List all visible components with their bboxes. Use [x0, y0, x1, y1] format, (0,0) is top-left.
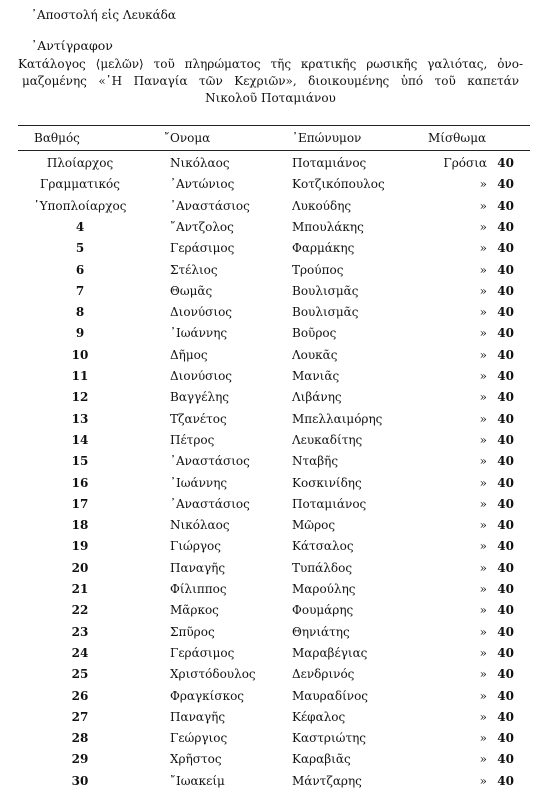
cell-amount: 40 — [497, 624, 514, 639]
cell-last-name: Νταβῆς — [292, 454, 339, 469]
cell-rank: 30 — [71, 773, 89, 788]
cell-amount: 40 — [497, 645, 514, 660]
document-heading — [18, 56, 523, 107]
cell-last-name: Κοσκινίδης — [292, 475, 362, 490]
cell-last-name: Λιβάνης — [292, 390, 342, 405]
cell-currency: » — [479, 454, 487, 469]
cell-amount: 40 — [497, 347, 514, 362]
cell-amount: 40 — [497, 283, 514, 298]
cell-last-name: Μαρούλης — [292, 582, 356, 596]
cell-rank: 17 — [71, 496, 89, 511]
cell-rank: 10 — [71, 347, 89, 362]
cell-currency: » — [479, 347, 487, 362]
cell-amount: 40 — [497, 582, 514, 596]
cell-amount: 40 — [497, 688, 514, 703]
column-header-first-name: ῎Ονομα — [164, 131, 211, 145]
cell-currency: Γρόσια — [443, 156, 487, 170]
cell-rank: 29 — [71, 752, 89, 767]
cell-currency: » — [479, 560, 487, 575]
cell-currency: » — [479, 432, 487, 447]
cell-first-name: ᾿Αντώνιος — [170, 177, 235, 192]
cell-first-name: Φραγκίσκος — [170, 688, 245, 703]
cell-amount: 40 — [497, 560, 514, 575]
cell-first-name: Γεράσιμος — [170, 241, 235, 256]
cell-rank: 11 — [71, 369, 89, 383]
cell-last-name: Ποταμιάνος — [292, 156, 367, 170]
cell-first-name: Νικόλαος — [170, 156, 230, 170]
cell-currency: » — [479, 390, 487, 405]
cell-first-name: Παναγῆς — [170, 709, 226, 724]
cell-last-name: Λυκούδης — [292, 198, 352, 213]
cell-rank: 4 — [75, 219, 85, 234]
cell-amount: 40 — [497, 241, 514, 256]
cell-currency: » — [479, 475, 487, 490]
cell-rank: 26 — [71, 688, 89, 703]
cell-rank: Γραμματικός — [40, 177, 120, 192]
cell-last-name: Τυπάλδος — [292, 560, 353, 575]
cell-rank: 28 — [71, 731, 89, 746]
cell-last-name: Τρούπος — [292, 262, 344, 277]
cell-currency: » — [479, 262, 487, 277]
cell-last-name: Λευκαδίτης — [292, 432, 363, 447]
cell-first-name: Σπῦρος — [170, 624, 215, 639]
top-note: ᾿Αποστολή εἰς Λευκάδα — [31, 8, 177, 22]
cell-rank: 15 — [71, 454, 89, 469]
cell-amount: 40 — [497, 156, 514, 170]
cell-currency: » — [479, 198, 487, 213]
cell-rank: 25 — [71, 667, 89, 682]
cell-last-name: Καραβιᾶς — [292, 752, 351, 767]
cell-first-name: Φίλιππος — [170, 582, 227, 596]
cell-rank: 20 — [71, 560, 89, 575]
cell-first-name: Γεράσιμος — [170, 645, 235, 660]
cell-currency: » — [479, 305, 487, 320]
cell-amount: 40 — [497, 326, 514, 341]
cell-currency: » — [479, 219, 487, 234]
cell-first-name: Παναγῆς — [170, 560, 226, 575]
cell-first-name: Γεώργιος — [170, 731, 228, 746]
cell-first-name: Χρῆστος — [170, 752, 222, 767]
cell-amount: 40 — [497, 177, 514, 192]
cell-first-name: ᾿Αναστάσιος — [170, 198, 250, 213]
cell-rank: ῾Υποπλοίαρχος — [33, 198, 127, 213]
cell-amount: 40 — [497, 432, 514, 447]
cell-last-name: Θηνιάτης — [292, 624, 350, 639]
cell-last-name: Μῶρος — [292, 518, 336, 533]
cell-rank: 16 — [71, 475, 89, 490]
cell-last-name: Μαυραδίνος — [292, 688, 369, 703]
cell-currency: » — [479, 411, 487, 426]
cell-first-name: ᾿Ιωάννης — [170, 475, 228, 490]
cell-first-name: Στέλιος — [170, 262, 218, 277]
cell-first-name: Μᾶρκος — [170, 603, 219, 618]
cell-first-name: Θωμᾶς — [170, 283, 213, 298]
cell-rank: 12 — [71, 390, 89, 405]
cell-last-name: Μπουλάκης — [292, 219, 364, 234]
cell-last-name: Κέφαλος — [292, 709, 346, 724]
cell-last-name: Φουμάρης — [292, 603, 354, 618]
cell-amount: 40 — [497, 305, 514, 320]
cell-currency: » — [479, 603, 487, 618]
cell-first-name: Νικόλαος — [170, 518, 230, 533]
cell-currency: » — [479, 731, 487, 746]
cell-amount: 40 — [497, 731, 514, 746]
cell-amount: 40 — [497, 219, 514, 234]
cell-amount: 40 — [497, 390, 514, 405]
cell-amount: 40 — [497, 539, 514, 554]
cell-currency: » — [479, 582, 487, 596]
cell-rank: 27 — [71, 709, 89, 724]
cell-currency: » — [479, 624, 487, 639]
heading-line-3: Νικολοῦ Ποταμιάνου — [205, 91, 336, 105]
cell-currency: » — [479, 496, 487, 511]
cell-first-name: Πέτρος — [170, 432, 215, 447]
cell-currency: » — [479, 177, 487, 192]
cell-rank: 13 — [71, 411, 89, 426]
cell-amount: 40 — [497, 752, 514, 767]
cell-rank: 22 — [71, 603, 89, 618]
cell-first-name: Διονύσιος — [170, 369, 233, 383]
cell-first-name: ᾿Ιωάννης — [170, 326, 228, 341]
cell-first-name: ῎Αντζολος — [170, 219, 234, 234]
cell-rank: Πλοίαρχος — [46, 156, 114, 170]
cell-first-name: Γιώργος — [170, 539, 221, 554]
cell-amount: 40 — [497, 198, 514, 213]
heading-line-1: Κατάλογος ⟨μελῶν⟩ τοῦ πληρώματος τῆς κρατικῆς ρωσικῆς γαλιότας, ὀνο- — [18, 57, 523, 71]
cell-rank: 19 — [71, 539, 89, 554]
cell-amount: 40 — [497, 667, 514, 682]
cell-rank: 6 — [75, 262, 85, 277]
cell-rank: 9 — [75, 326, 85, 341]
cell-amount: 40 — [497, 709, 514, 724]
cell-rank: 5 — [75, 241, 85, 256]
cell-first-name: Τζανέτος — [170, 411, 227, 426]
cell-currency: » — [479, 709, 487, 724]
cell-rank: 24 — [71, 645, 89, 660]
cell-currency: » — [479, 539, 487, 554]
cell-currency: » — [479, 518, 487, 533]
copy-label: ᾿Αντίγραφον — [31, 38, 113, 53]
cell-last-name: Δενδρινός — [292, 667, 355, 682]
cell-currency: » — [479, 688, 487, 703]
cell-last-name: Φαρμάκης — [292, 241, 355, 256]
cell-last-name: Μαραβέγιας — [292, 645, 368, 660]
cell-first-name: Δῆμος — [170, 347, 208, 362]
cell-rank: 18 — [71, 518, 89, 533]
cell-last-name: Λουκᾶς — [292, 347, 338, 362]
cell-rank: 14 — [71, 432, 89, 447]
cell-last-name: Μανιᾶς — [292, 369, 340, 383]
cell-last-name: Βουλισμᾶς — [292, 305, 359, 320]
cell-currency: » — [479, 752, 487, 767]
column-header-last-name: ᾿Επώνυμον — [292, 131, 362, 145]
cell-amount: 40 — [497, 454, 514, 469]
cell-first-name: Χριστόδουλος — [170, 667, 256, 682]
cell-rank: 8 — [75, 305, 85, 320]
cell-last-name: Κάτσαλος — [292, 539, 354, 554]
cell-last-name: Βοῦρος — [292, 326, 337, 341]
column-header-rank: Βαθμός — [34, 131, 80, 145]
cell-amount: 40 — [497, 262, 514, 277]
cell-amount: 40 — [497, 518, 514, 533]
cell-first-name: ᾿Αναστάσιος — [170, 454, 250, 469]
table-row — [0, 774, 550, 798]
cell-amount: 40 — [497, 369, 514, 383]
cell-first-name: ᾿Αναστάσιος — [170, 496, 250, 511]
table-top-rule — [18, 125, 530, 126]
table-header-rule — [18, 150, 530, 151]
cell-currency: » — [479, 645, 487, 660]
cell-amount: 40 — [497, 475, 514, 490]
cell-last-name: Ποταμιάνος — [292, 496, 367, 511]
cell-currency: » — [479, 773, 487, 788]
cell-amount: 40 — [497, 773, 514, 788]
cell-currency: » — [479, 241, 487, 256]
cell-rank: 23 — [71, 624, 89, 639]
cell-first-name: ῎Ιωακείμ — [170, 773, 225, 788]
cell-currency: » — [479, 283, 487, 298]
cell-last-name: Μπελλαιμόρης — [292, 411, 383, 426]
cell-first-name: Βαγγέλης — [170, 390, 229, 405]
cell-amount: 40 — [497, 496, 514, 511]
cell-currency: » — [479, 326, 487, 341]
cell-amount: 40 — [497, 603, 514, 618]
cell-amount: 40 — [497, 411, 514, 426]
cell-currency: » — [479, 667, 487, 682]
cell-rank: 7 — [75, 283, 85, 298]
cell-last-name: Μάντζαρης — [292, 773, 362, 788]
heading-line-2: μαζομένης «῾Η Παναγία τῶν Κεχριῶν», διοικουμένης ὑπό τοῦ καπετάν — [22, 74, 519, 88]
cell-rank: 21 — [71, 582, 89, 596]
cell-first-name: Διονύσιος — [170, 305, 233, 320]
cell-last-name: Βουλισμᾶς — [292, 283, 359, 298]
cell-last-name: Καστριώτης — [292, 731, 366, 746]
column-header-wage: Μίσθωμα — [428, 131, 487, 145]
cell-currency: » — [479, 369, 487, 383]
cell-last-name: Κοτζικόπουλος — [292, 177, 385, 192]
